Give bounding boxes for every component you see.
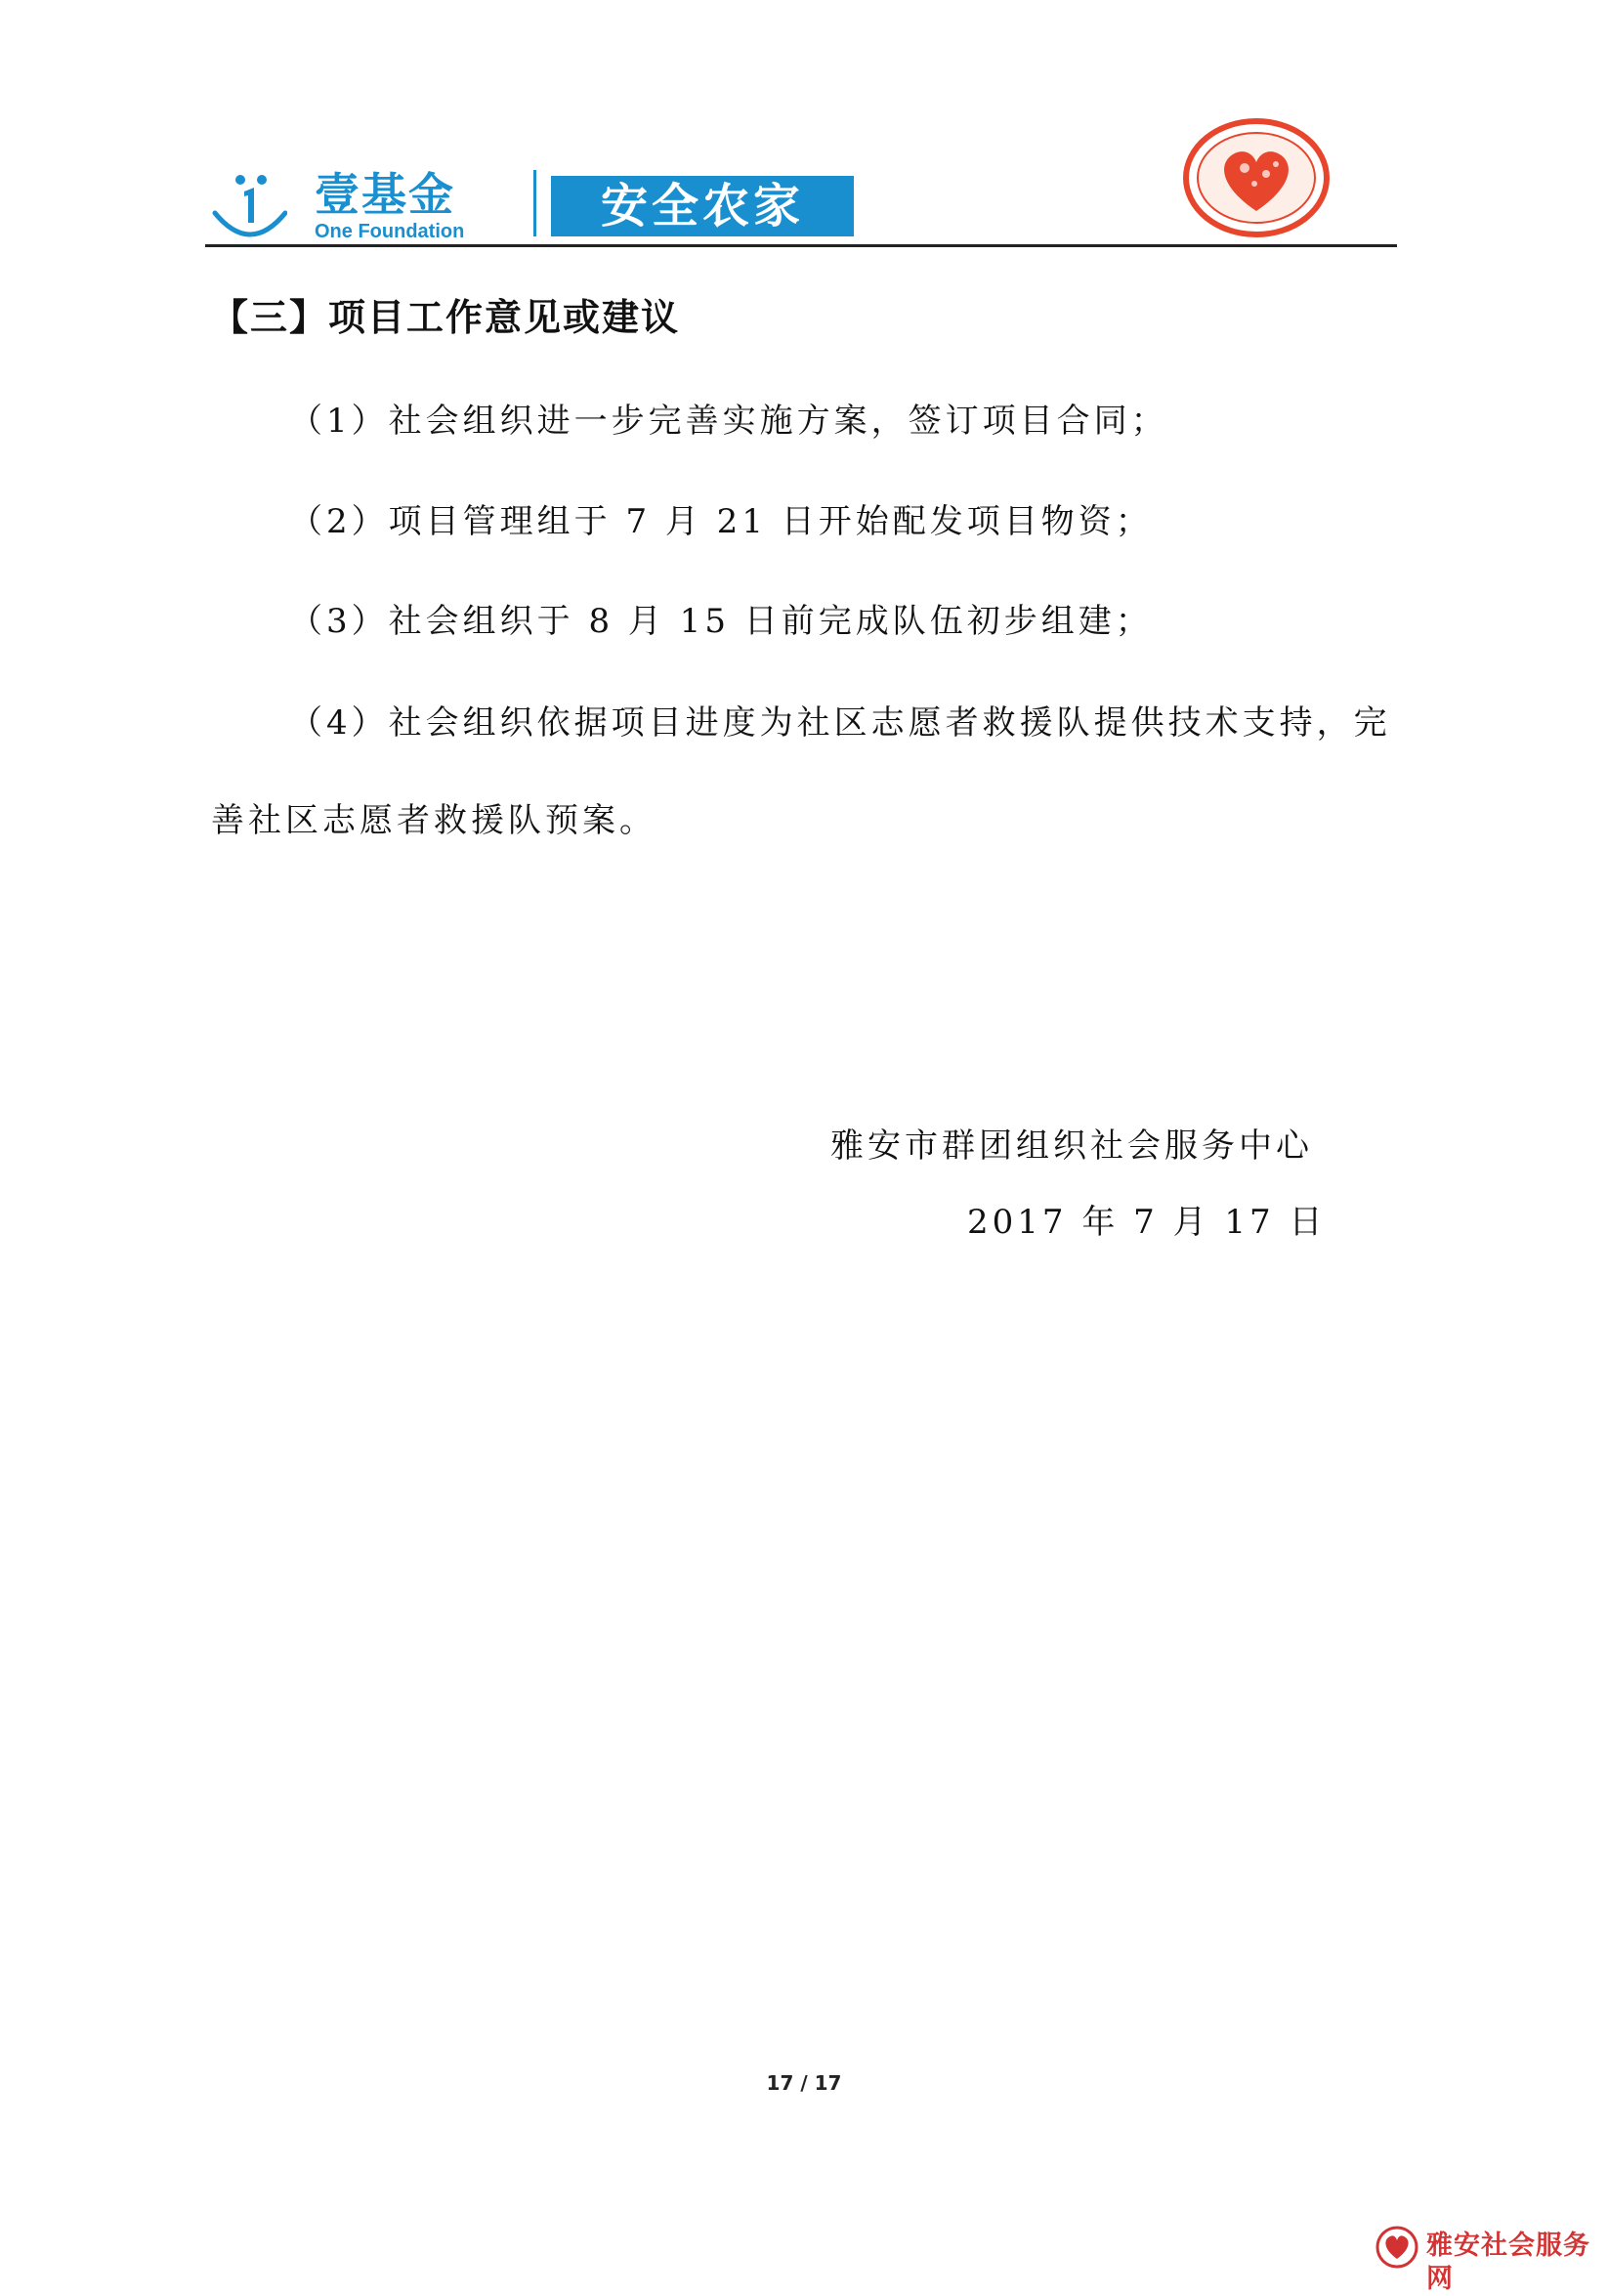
signature-date: 2017 年 7 月 17 日: [967, 1203, 1327, 1242]
site-watermark[interactable]: [1368, 2220, 1608, 2294]
one-foundation-logo: [205, 166, 498, 244]
watermark-text: 雅安社会服务网: [1426, 2231, 1590, 2294]
suggestion-item-4: （4）社会组织依据项目进度为社区志愿者救援队提供技术支持，完善社区志愿者救援队预案。: [211, 703, 1391, 840]
heart-logo-icon: [1375, 2226, 1418, 2269]
signature-organization: 雅安市群团组织社会服务中心: [830, 1127, 1313, 1166]
foundation-name-en: One Foundation: [315, 221, 465, 242]
header-divider: [205, 244, 1397, 247]
section-title: 【三】项目工作意见或建议: [211, 296, 681, 339]
smile-one-icon: [205, 166, 287, 244]
logo-divider: [533, 170, 536, 236]
project-logo: 安全农家: [551, 176, 854, 236]
page-header: [205, 147, 1397, 242]
organization-seal-logo: [1182, 117, 1331, 238]
suggestion-item-3: （3）社会组织于 8 月 15 日前完成队伍初步组建；: [289, 602, 1153, 641]
suggestion-item-1: （1）社会组织进一步完善实施方案，签订项目合同；: [289, 402, 1168, 441]
page-number: 17 / 17: [766, 2071, 842, 2095]
suggestion-item-2: （2）项目管理组于 7 月 21 日开始配发项目物资；: [289, 502, 1153, 541]
foundation-name-cn: 壹基金: [315, 168, 455, 221]
